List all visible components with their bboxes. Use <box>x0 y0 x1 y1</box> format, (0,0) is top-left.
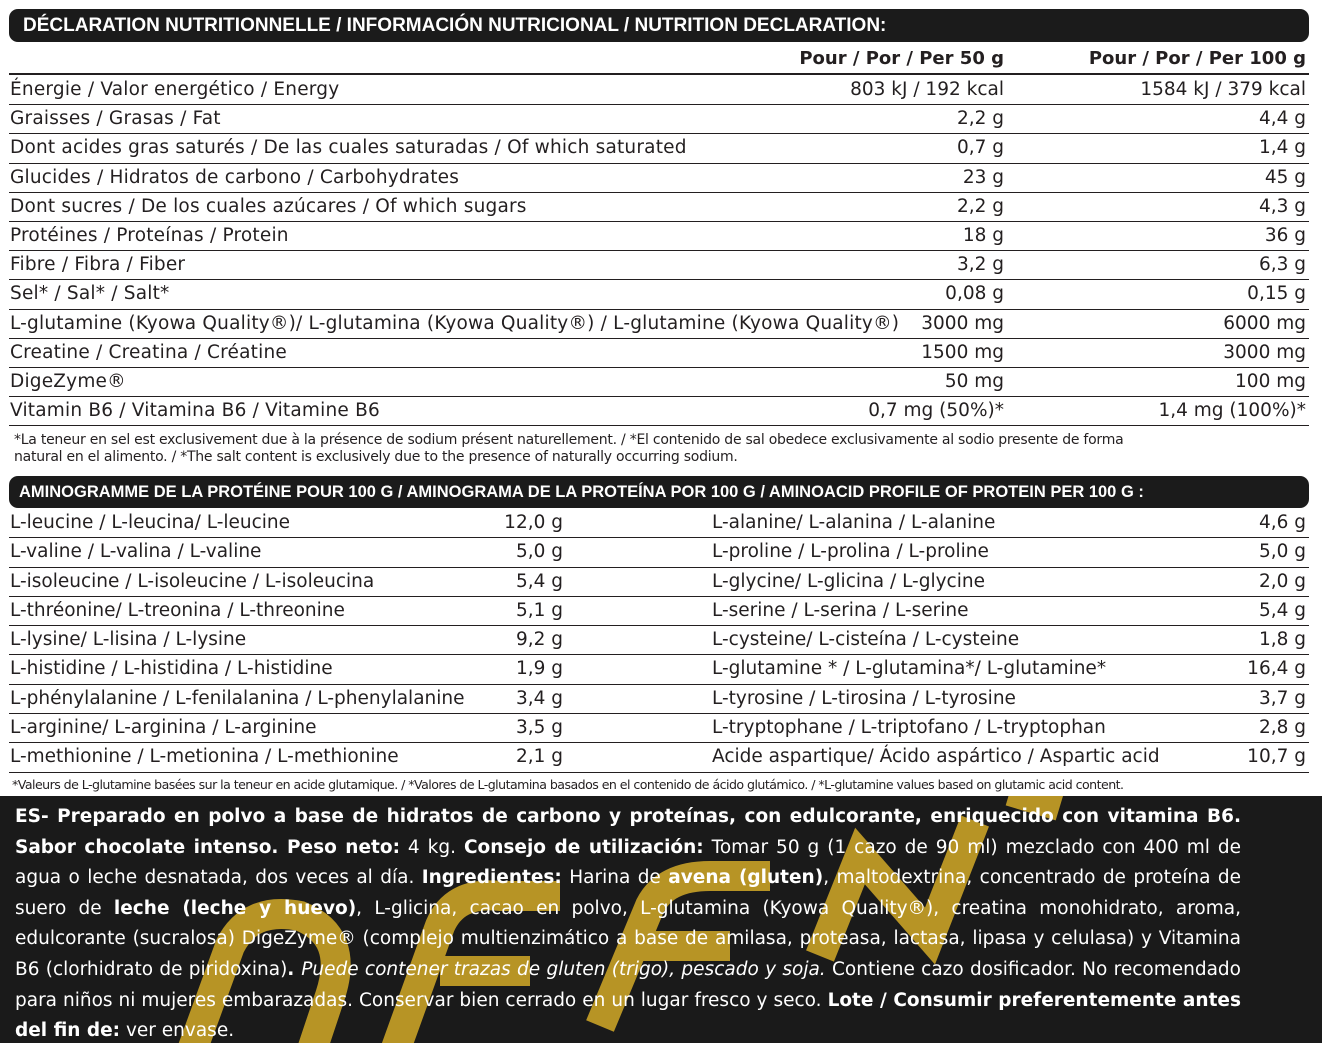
spanish-description-text <box>15 802 1241 1043</box>
es-ingredients-label: Ingredientes: <box>421 867 562 889</box>
nutrient-label: Fibre / Fibra / Fiber <box>10 254 186 276</box>
es-ingredients-c: , L-glicina, cacao en polvo, L-glutamina (Kyowa Quality®), creatina monohidrato, aroma, edulcorante (sucralosa) DigeZyme® (complejo multienzimático a base de amilasa, proteasa, lactasa, lipasa y celulasa) y Vitamina B6 (clorhidrato de piridoxina) <box>15 897 1241 980</box>
nutrient-value-50g: 803 kJ / 192 kcal <box>850 79 1004 100</box>
table-row <box>9 568 1309 597</box>
amino-left-value: 9,2 g <box>515 629 563 651</box>
salt-footnote-line-1: *La teneur en sel est exclusivement due à la présence de sodium présent naturellement. / *El contenido de sal obedece exclusivamente al sodio presente de forma <box>14 432 1124 448</box>
nutrient-value-50g: 50 mg <box>944 370 1004 392</box>
nutrition-title-bar <box>9 9 1309 42</box>
amino-left-label: L-isoleucine / L-isoleucine / L-isoleucina <box>10 570 375 592</box>
nutrient-value-100g: 3000 mg <box>1223 341 1306 363</box>
es-advice-label: Consejo de utilización: <box>463 836 704 858</box>
aminogram-title-bar <box>9 476 1309 508</box>
nutrient-value-100g: 1,4 mg (100%)* <box>1158 400 1306 422</box>
nutrient-value-50g: 3000 mg <box>921 312 1004 334</box>
table-row <box>9 222 1309 251</box>
es-ingredients-b: , maltodextrina, concentrado de proteína de suero de <box>15 867 1241 919</box>
amino-right-value: 16,4 g <box>1247 658 1306 680</box>
nutrient-label: Énergie / Valor energético / Energy <box>10 79 340 100</box>
table-row <box>9 368 1309 397</box>
nutrient-value-100g: 100 mg <box>1235 370 1306 392</box>
es-allergen-milk: leche (leche y huevo) <box>113 897 357 919</box>
amino-left-value: 12,0 g <box>504 512 563 533</box>
table-row <box>9 251 1309 280</box>
amino-left-value: 3,5 g <box>515 717 563 739</box>
nutrition-column-headers <box>9 44 1309 75</box>
es-traces: Puede contener trazas de gluten (trigo), pescado y soja. <box>301 958 826 980</box>
table-row <box>9 597 1309 626</box>
es-rest: Contiene cazo dosificador. No recomendado para niños ni mujeres embarazadas. Conservar bien cerrado en un lugar fresco y seco. <box>15 958 1241 1011</box>
nutrient-value-100g: 36 g <box>1264 224 1306 246</box>
amino-left-label: L-phénylalanine / L-fenilalanina / L-phenylalanine <box>10 687 465 709</box>
amino-left-value: 2,1 g <box>515 746 563 768</box>
column-header-per-100g: Pour / Por / Per 100 g <box>1088 48 1306 69</box>
es-net-weight: 4 kg. <box>399 836 464 858</box>
amino-left-label: L-methionine / L-metionina / L-methionine <box>10 746 399 768</box>
nutrient-label: Sel* / Sal* / Salt* <box>10 283 170 305</box>
salt-footnote <box>14 432 1314 465</box>
nutrient-label: L-glutamine (Kyowa Quality®)/ L-glutamina (Kyowa Quality®) / L-glutamine (Kyowa Quality®) <box>10 312 900 334</box>
amino-right-label: L-serine / L-serina / L-serine <box>712 599 969 621</box>
table-row <box>9 509 1309 538</box>
amino-right-value: 5,0 g <box>1258 541 1306 563</box>
table-row <box>9 164 1309 193</box>
amino-right-label: L-alanine/ L-alanina / L-alanine <box>712 512 996 533</box>
es-advice-text: Tomar 50 g (1 cazo de 90 ml) mezclado con 400 ml de agua o leche desnatada, dos veces al día. <box>15 836 1241 889</box>
spanish-description-panel <box>0 796 1322 1043</box>
glutamine-footnote: *Valeurs de L-glutamine basées sur la teneur en acide glutamique. / *Valores de L-glutamina basados en el contenido de ácido glutámico. / *L-glutamine values based on glutamic acid content. <box>12 777 1124 792</box>
nutrition-title: DÉCLARATION NUTRITIONNELLE / INFORMACIÓN NUTRICIONAL / NUTRITION DECLARATION: <box>23 14 887 36</box>
amino-right-value: 2,8 g <box>1258 717 1306 739</box>
amino-right-label: L-tryptophane / L-triptofano / L-tryptophan <box>712 717 1106 739</box>
nutrient-label: Vitamin B6 / Vitamina B6 / Vitamine B6 <box>10 400 380 422</box>
table-row <box>9 339 1309 368</box>
table-row <box>9 626 1309 655</box>
salt-footnote-line-2: natural en el alimento. / *The salt content is exclusively due to the presence of naturally occurring sodium. <box>14 448 738 465</box>
table-row <box>9 134 1309 163</box>
nutrient-value-50g: 0,7 mg (50%)* <box>868 400 1004 422</box>
table-row <box>9 685 1309 714</box>
amino-right-label: L-glutamine * / L-glutamina*/ L-glutamine* <box>712 658 1107 680</box>
table-row <box>9 538 1309 567</box>
amino-right-label: L-tyrosine / L-tirosina / L-tyrosine <box>712 687 1016 709</box>
amino-left-label: L-leucine / L-leucina/ L-leucine <box>10 512 291 533</box>
nutrient-label: Glucides / Hidratos de carbono / Carbohydrates <box>10 166 460 188</box>
amino-right-label: L-cysteine/ L-cisteína / L-cysteine <box>712 629 1020 651</box>
amino-left-label: L-thréonine/ L-treonina / L-threonine <box>10 599 345 621</box>
aminogram-table <box>9 509 1309 773</box>
nutrient-label: Protéines / Proteínas / Protein <box>10 224 289 246</box>
nutrient-value-50g: 18 g <box>962 224 1004 246</box>
table-row <box>9 280 1309 309</box>
aminogram-title: AMINOGRAMME DE LA PROTÉINE POUR 100 G / AMINOGRAMA DE LA PROTEÍNA POR 100 G / AMINOACID PROFILE OF PROTEIN PER 100 G : <box>19 482 1144 501</box>
amino-right-value: 10,7 g <box>1247 746 1306 768</box>
es-dot: . <box>287 958 302 980</box>
table-row <box>9 655 1309 684</box>
amino-left-value: 5,0 g <box>515 541 563 563</box>
nutrient-label: DigeZyme® <box>10 370 126 392</box>
nutrient-value-50g: 0,7 g <box>956 137 1004 159</box>
es-allergen-oat: avena (gluten) <box>668 867 824 889</box>
nutrient-value-100g: 4,4 g <box>1258 108 1306 130</box>
nutrient-label: Graisses / Grasas / Fat <box>10 108 221 130</box>
amino-left-value: 1,9 g <box>515 658 563 680</box>
nutrient-value-100g: 6000 mg <box>1223 312 1306 334</box>
amino-right-label: L-proline / L-prolina / L-proline <box>712 541 989 563</box>
table-row <box>9 310 1309 339</box>
nutrient-value-50g: 23 g <box>962 166 1004 188</box>
amino-left-label: L-valine / L-valina / L-valine <box>10 541 262 563</box>
table-row <box>9 397 1309 426</box>
table-row <box>9 105 1309 134</box>
amino-right-label: Acide aspartique/ Ácido aspártico / Aspartic acid <box>712 746 1160 768</box>
column-header-per-50g: Pour / Por / Per 50 g <box>799 48 1004 69</box>
table-row <box>9 714 1309 743</box>
nutrient-value-50g: 2,2 g <box>956 108 1004 130</box>
amino-left-value: 5,1 g <box>515 599 563 621</box>
es-intro: ES- Preparado en polvo a base de hidratos de carbono y proteínas, con edulcorante, enriquecido con vitamina B6. Sabor chocolate intenso. Peso neto: <box>15 806 1241 858</box>
nutrient-value-100g: 1584 kJ / 379 kcal <box>1140 79 1306 100</box>
amino-left-value: 5,4 g <box>515 570 563 592</box>
nutrient-value-100g: 45 g <box>1264 166 1306 188</box>
amino-right-value: 4,6 g <box>1258 512 1306 533</box>
amino-left-label: L-arginine/ L-arginina / L-arginine <box>10 717 317 739</box>
nutrient-value-50g: 3,2 g <box>956 254 1004 276</box>
amino-right-value: 3,7 g <box>1258 687 1306 709</box>
nutrient-value-100g: 1,4 g <box>1258 137 1306 159</box>
nutrient-value-100g: 4,3 g <box>1258 195 1306 217</box>
es-lot-text: ver envase. <box>120 1020 235 1042</box>
amino-right-value: 1,8 g <box>1258 629 1306 651</box>
nutrition-table <box>9 76 1309 426</box>
nutrient-label: Dont sucres / De los cuales azúcares / Of which sugars <box>10 195 527 217</box>
nutrient-value-50g: 2,2 g <box>956 195 1004 217</box>
table-row <box>9 193 1309 222</box>
nutrient-value-50g: 1500 mg <box>921 341 1004 363</box>
nutrient-value-100g: 0,15 g <box>1247 283 1306 305</box>
nutrient-label: Creatine / Creatina / Créatine <box>10 341 287 363</box>
amino-left-value: 3,4 g <box>515 687 563 709</box>
nutrient-value-50g: 0,08 g <box>945 283 1004 305</box>
amino-left-label: L-lysine/ L-lisina / L-lysine <box>10 629 247 651</box>
amino-right-value: 5,4 g <box>1258 599 1306 621</box>
es-lot-label: Lote / Consumir preferentemente antes del fin de: <box>15 989 1241 1042</box>
table-row <box>9 743 1309 772</box>
amino-left-label: L-histidine / L-histidina / L-histidine <box>10 658 333 680</box>
table-row <box>9 76 1309 105</box>
es-ingredients-a: Harina de <box>561 867 669 889</box>
amino-right-label: L-glycine/ L-glicina / L-glycine <box>712 570 985 592</box>
nutrient-value-100g: 6,3 g <box>1258 254 1306 276</box>
amino-right-value: 2,0 g <box>1258 570 1306 592</box>
nutrient-label: Dont acides gras saturés / De las cuales saturadas / Of which saturated <box>10 137 687 159</box>
